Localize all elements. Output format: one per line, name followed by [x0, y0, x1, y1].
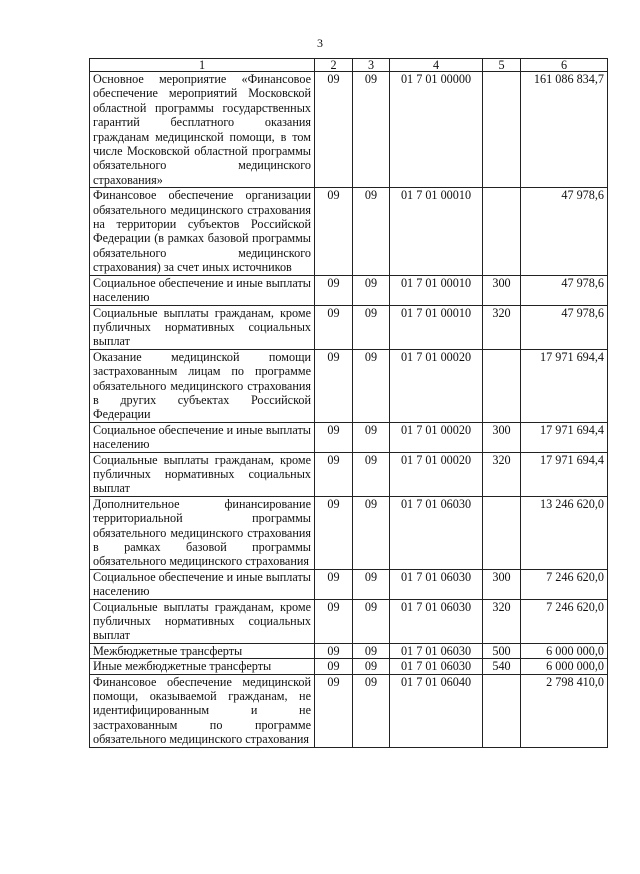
row-name: Социальные выплаты гражданам, кроме публичных нормативных социальных выплат — [90, 305, 315, 349]
table-row — [90, 422, 608, 452]
table-row — [90, 496, 608, 569]
row-target-code: 01 7 01 00010 — [390, 188, 483, 275]
row-amount: 161 086 834,7 — [521, 72, 608, 188]
row-subsection: 09 — [353, 643, 390, 658]
row-section: 09 — [315, 643, 353, 658]
header-col-6: 6 — [521, 59, 608, 72]
row-name: Иные межбюджетные трансферты — [90, 659, 315, 674]
table-row — [90, 188, 608, 275]
table-row — [90, 599, 608, 643]
row-name: Финансовое обеспечение медицинской помощи, оказываемой гражданам, не идентифицированным и не застрахованным по программе обязательного медицинского страхования — [90, 674, 315, 747]
row-section: 09 — [315, 305, 353, 349]
row-target-code: 01 7 01 06040 — [390, 674, 483, 747]
row-expense-type — [483, 349, 521, 422]
row-section: 09 — [315, 72, 353, 188]
row-section: 09 — [315, 674, 353, 747]
row-target-code: 01 7 01 06030 — [390, 643, 483, 658]
row-section: 09 — [315, 569, 353, 599]
row-name: Социальные выплаты гражданам, кроме публичных нормативных социальных выплат — [90, 452, 315, 496]
row-subsection: 09 — [353, 496, 390, 569]
row-amount: 13 246 620,0 — [521, 496, 608, 569]
row-expense-type: 300 — [483, 275, 521, 305]
row-subsection: 09 — [353, 275, 390, 305]
row-name: Социальное обеспечение и иные выплаты населению — [90, 275, 315, 305]
table-row — [90, 643, 608, 658]
row-name: Социальное обеспечение и иные выплаты населению — [90, 569, 315, 599]
row-subsection: 09 — [353, 349, 390, 422]
row-name: Основное мероприятие «Финансовое обеспечение мероприятий Московской областной программы государственных гарантий бесплатного оказания гражданам медицинской помощи, в том числе Московской областной программы обязательного медицинского страхования» — [90, 72, 315, 188]
row-name: Социальное обеспечение и иные выплаты населению — [90, 422, 315, 452]
row-name: Межбюджетные трансферты — [90, 643, 315, 658]
row-expense-type: 300 — [483, 422, 521, 452]
row-subsection: 09 — [353, 599, 390, 643]
header-col-4: 4 — [390, 59, 483, 72]
row-amount: 17 971 694,4 — [521, 349, 608, 422]
table-row — [90, 674, 608, 747]
header-col-3: 3 — [353, 59, 390, 72]
row-target-code: 01 7 01 00020 — [390, 422, 483, 452]
row-amount: 17 971 694,4 — [521, 422, 608, 452]
row-subsection: 09 — [353, 422, 390, 452]
page-number: 3 — [317, 36, 323, 50]
row-amount: 47 978,6 — [521, 188, 608, 275]
table-row — [90, 72, 608, 188]
row-section: 09 — [315, 188, 353, 275]
row-section: 09 — [315, 452, 353, 496]
row-expense-type: 320 — [483, 305, 521, 349]
row-amount: 47 978,6 — [521, 275, 608, 305]
row-amount: 7 246 620,0 — [521, 569, 608, 599]
row-subsection: 09 — [353, 188, 390, 275]
row-section: 09 — [315, 349, 353, 422]
row-target-code: 01 7 01 00020 — [390, 452, 483, 496]
row-subsection: 09 — [353, 569, 390, 599]
row-section: 09 — [315, 422, 353, 452]
table-row — [90, 349, 608, 422]
row-amount: 6 000 000,0 — [521, 643, 608, 658]
row-subsection: 09 — [353, 659, 390, 674]
row-subsection: 09 — [353, 452, 390, 496]
row-subsection: 09 — [353, 305, 390, 349]
header-row — [90, 59, 608, 72]
table-row — [90, 659, 608, 674]
row-target-code: 01 7 01 06030 — [390, 569, 483, 599]
row-amount: 47 978,6 — [521, 305, 608, 349]
row-expense-type: 540 — [483, 659, 521, 674]
row-name: Социальные выплаты гражданам, кроме публичных нормативных социальных выплат — [90, 599, 315, 643]
row-name: Финансовое обеспечение организации обязательного медицинского страхования на территории субъектов Российской Федерации (в рамках базовой программы обязательного медицинского страхования) за счет иных источников — [90, 188, 315, 275]
row-expense-type — [483, 188, 521, 275]
row-subsection: 09 — [353, 72, 390, 188]
row-target-code: 01 7 01 00010 — [390, 275, 483, 305]
row-section: 09 — [315, 659, 353, 674]
row-section: 09 — [315, 496, 353, 569]
row-expense-type: 500 — [483, 643, 521, 658]
table-row — [90, 275, 608, 305]
row-target-code: 01 7 01 06030 — [390, 659, 483, 674]
row-target-code: 01 7 01 00010 — [390, 305, 483, 349]
row-name: Оказание медицинской помощи застрахованным лицам по программе обязательного медицинского страхования в других субъектах Российской Федерации — [90, 349, 315, 422]
row-target-code: 01 7 01 00000 — [390, 72, 483, 188]
row-section: 09 — [315, 599, 353, 643]
row-target-code: 01 7 01 06030 — [390, 496, 483, 569]
header-col-5: 5 — [483, 59, 521, 72]
row-amount: 17 971 694,4 — [521, 452, 608, 496]
row-section: 09 — [315, 275, 353, 305]
row-amount: 6 000 000,0 — [521, 659, 608, 674]
row-expense-type — [483, 674, 521, 747]
row-expense-type — [483, 496, 521, 569]
header-col-2: 2 — [315, 59, 353, 72]
row-subsection: 09 — [353, 674, 390, 747]
header-col-1: 1 — [90, 59, 315, 72]
row-amount: 7 246 620,0 — [521, 599, 608, 643]
table-row — [90, 305, 608, 349]
table-row — [90, 569, 608, 599]
row-target-code: 01 7 01 06030 — [390, 599, 483, 643]
row-expense-type: 320 — [483, 599, 521, 643]
row-expense-type: 320 — [483, 452, 521, 496]
row-name: Дополнительное финансирование территориальной программы обязательного медицинского страхования в рамках базовой программы обязательного медицинского страхования — [90, 496, 315, 569]
row-amount: 2 798 410,0 — [521, 674, 608, 747]
row-expense-type: 300 — [483, 569, 521, 599]
budget-table — [89, 58, 608, 748]
row-expense-type — [483, 72, 521, 188]
row-target-code: 01 7 01 00020 — [390, 349, 483, 422]
table-row — [90, 452, 608, 496]
